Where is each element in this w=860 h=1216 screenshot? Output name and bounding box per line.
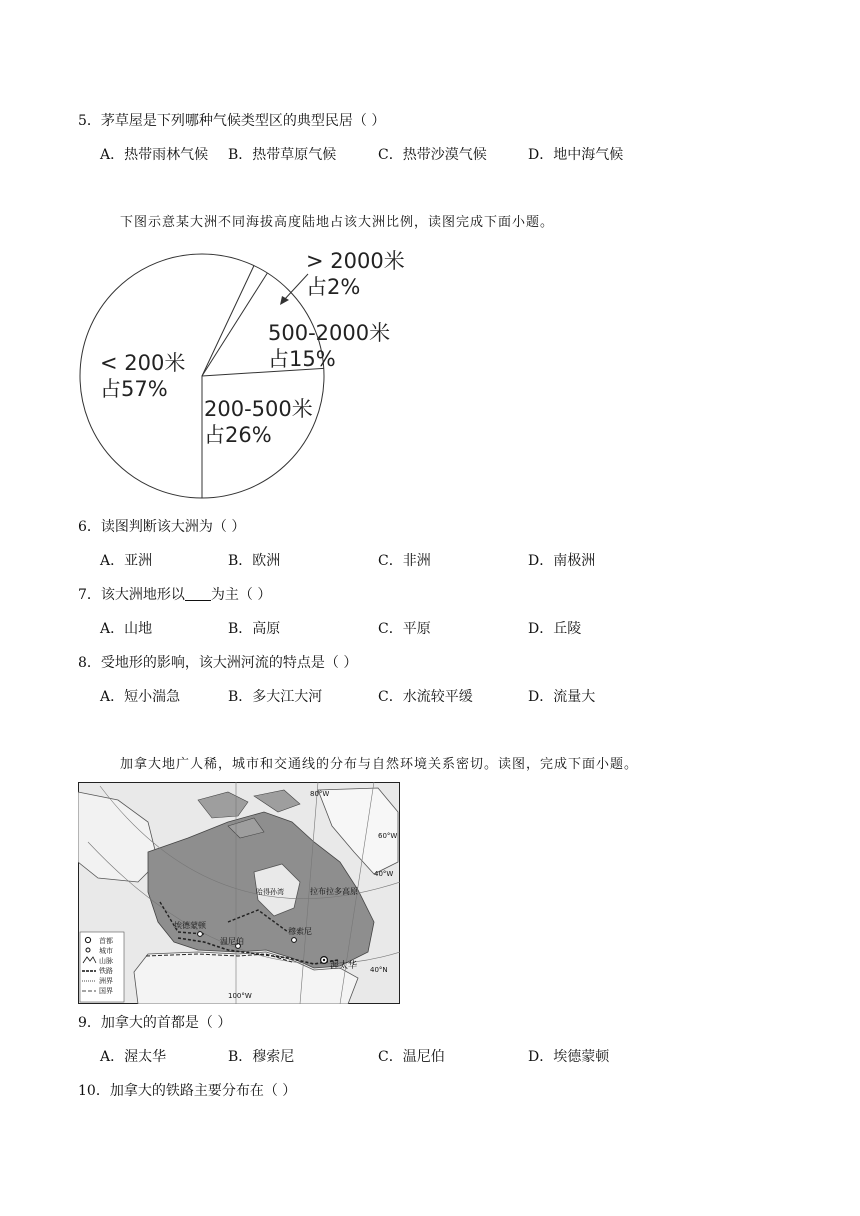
legend-city-symbol	[86, 948, 90, 952]
q6-option-c: C．非洲	[378, 553, 431, 569]
meridian-100w: 100°W	[228, 992, 252, 1000]
q7-option-d: D．丘陵	[528, 621, 582, 637]
q9-option-d: D．埃德蒙顿	[528, 1049, 610, 1065]
pct-200-500: 占26%	[204, 423, 272, 447]
q6-option-a: A．亚洲	[100, 553, 153, 569]
q7-option-a: A．山地	[100, 621, 153, 637]
q6-option-d: D．南极洲	[528, 553, 596, 569]
q5-option-b: B．热带草原气候	[228, 147, 337, 163]
elevation-pie-chart	[76, 244, 406, 504]
q10-stem: 10．加拿大的铁路主要分布在（ ）	[78, 1083, 297, 1099]
q5-option-c: C．热带沙漠气候	[378, 147, 487, 163]
q6-stem: 6．读图判断该大洲为（ ）	[78, 519, 246, 535]
pie-slice-boundary-lt200	[202, 266, 254, 376]
city-moosonee-marker	[292, 938, 297, 943]
city-edmonton-marker	[198, 932, 203, 937]
intro-canada: 加拿大地广人稀，城市和交通线的分布与自然环境关系密切。读图，完成下面小题。	[120, 757, 639, 772]
arrow-head	[280, 296, 289, 305]
meridian-40w: 40°W	[374, 870, 394, 878]
q8-option-d: D．流量大	[528, 689, 596, 705]
q5-option-a: A．热带雨林气候	[100, 147, 209, 163]
pct-gt2000: 占2%	[306, 275, 361, 299]
label-lt200: < 200米	[100, 351, 186, 375]
q6-option-b: B．欧洲	[228, 553, 281, 569]
label-500-2000: 500-2000米	[268, 321, 391, 345]
place-hudson-bay: 哈得孙湾	[256, 888, 284, 896]
parallel-40n: 40°N	[370, 966, 388, 974]
meridian-80w: 80°W	[310, 790, 330, 798]
q7-option-b: B．高原	[228, 621, 281, 637]
place-ottawa: 渥太华	[330, 961, 358, 971]
place-moosonee: 穆索尼	[288, 927, 312, 936]
q7-blank	[185, 586, 211, 601]
q8-stem: 8．受地形的影响，该大洲河流的特点是（ ）	[78, 655, 358, 671]
place-labrador: 拉布拉多高原	[310, 887, 358, 896]
q9-option-c: C．温尼伯	[378, 1049, 445, 1065]
legend-capital: 首都	[99, 937, 113, 945]
q5-stem: 5．茅草屋是下列哪种气候类型区的典型民居（ ）	[78, 113, 386, 129]
q9-option-b: B．穆索尼	[228, 1049, 295, 1065]
canada-map	[78, 782, 400, 1004]
intro-pie: 下图示意某大洲不同海拔高度陆地占该大洲比例，读图完成下面小题。	[120, 215, 555, 230]
q9-option-a: A．渥太华	[100, 1049, 167, 1065]
pie-slice-boundary-gt2000	[202, 273, 267, 376]
pct-500-2000: 占15%	[268, 347, 336, 371]
q9-stem: 9．加拿大的首都是（ ）	[78, 1015, 232, 1031]
capital-ottawa-dot	[323, 959, 325, 961]
legend-mountain: 山脉	[99, 957, 113, 965]
legend-city: 城市	[99, 947, 113, 955]
legend-continent-border: 洲界	[99, 977, 113, 985]
place-winnipeg: 温尼伯	[220, 937, 244, 946]
q7-option-c: C．平原	[378, 621, 431, 637]
legend-railway: 铁路	[99, 967, 113, 975]
q8-option-a: A．短小湍急	[100, 689, 181, 705]
label-200-500: 200-500米	[204, 397, 313, 421]
leader-arrow	[284, 274, 308, 300]
q7-stem-after: 为主（ ）	[210, 587, 272, 603]
place-edmonton: 埃德蒙顿	[174, 921, 206, 930]
meridian-60w: 60°W	[378, 832, 398, 840]
legend-country-border: 国界	[99, 987, 113, 995]
q7-stem-before: 7．该大洲地形以	[78, 587, 185, 603]
label-gt2000: > 2000米	[306, 249, 405, 273]
q8-option-b: B．多大江大河	[228, 689, 323, 705]
q7-stem	[78, 586, 271, 604]
q5-option-d: D．地中海气候	[528, 147, 624, 163]
legend-capital-symbol	[85, 937, 90, 942]
pct-lt200: 占57%	[100, 377, 168, 401]
q8-option-c: C．水流较平缓	[378, 689, 473, 705]
